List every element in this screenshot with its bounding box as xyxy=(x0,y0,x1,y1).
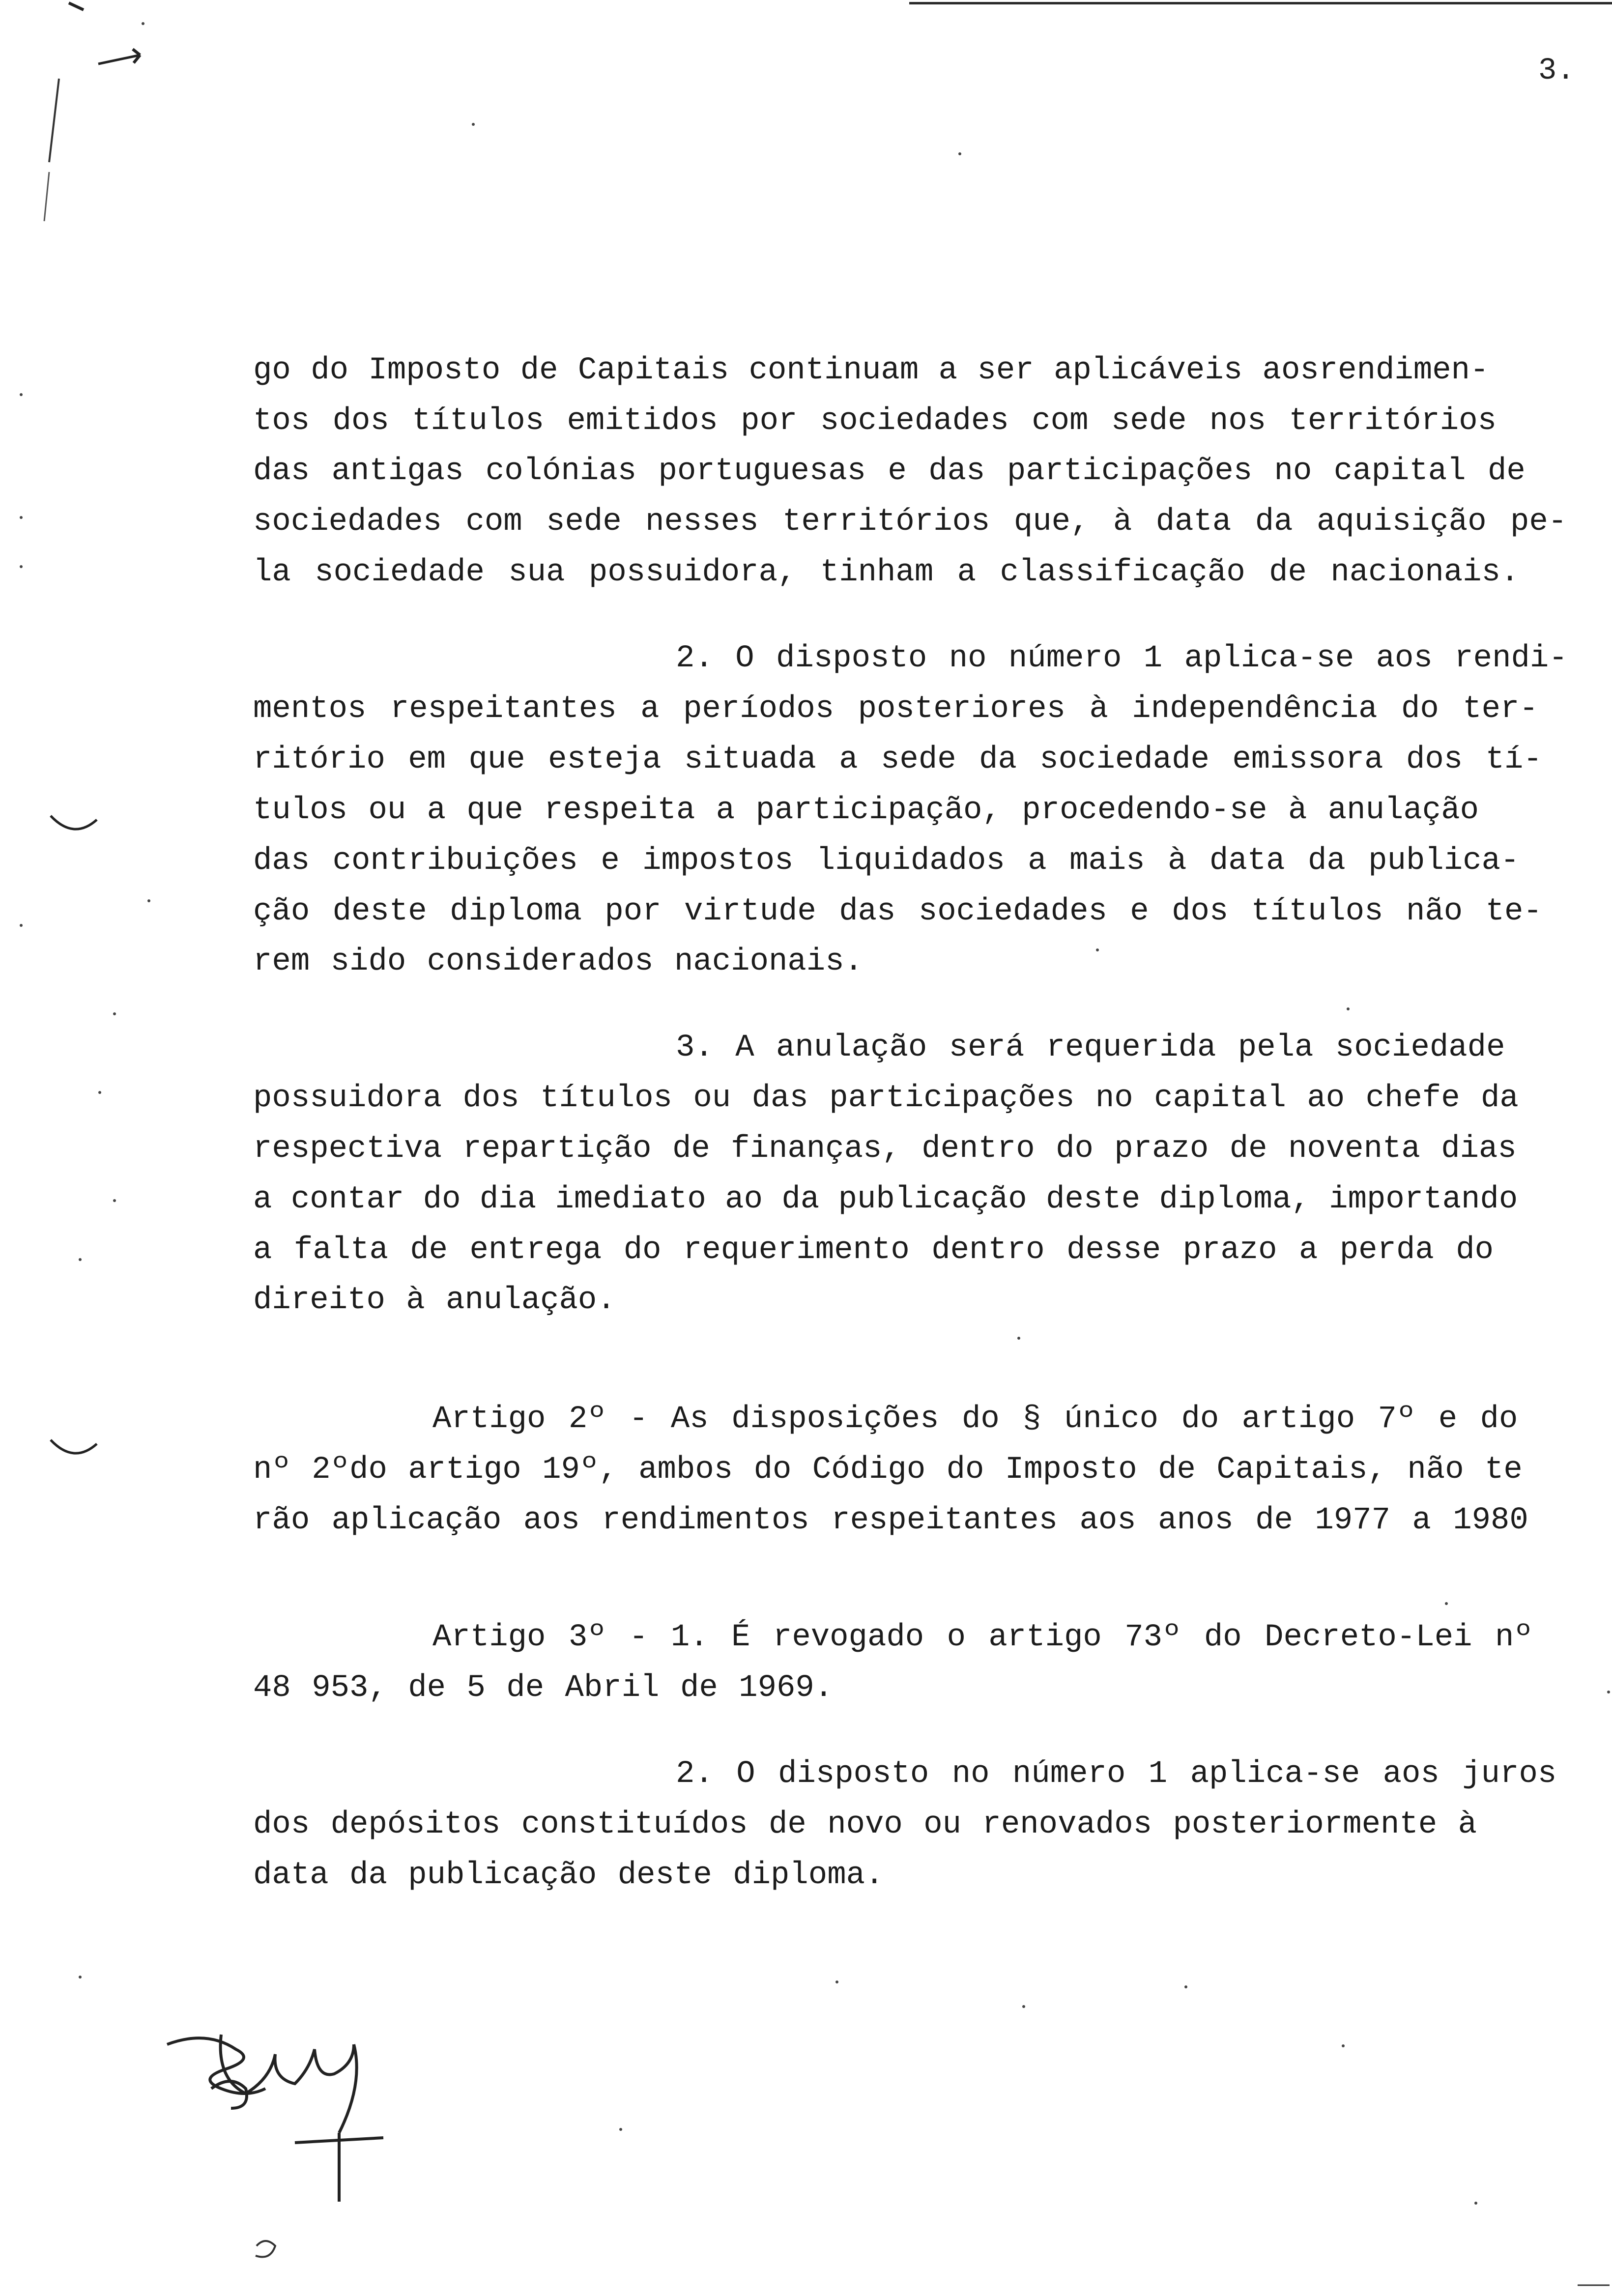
page-number: 3. xyxy=(1538,53,1575,88)
paragraph-3-line: possuidora dos títulos ou das participações no capital ao chefe da xyxy=(253,1081,1519,1116)
paragraph-2-line: tulos ou a que respeita a participação, procedendo-se à anulação xyxy=(253,793,1479,828)
artigo-2-line: Artigo 2º - As disposições do § único do artigo 7º e do xyxy=(432,1402,1518,1437)
paragraph-2-line: ção deste diploma por virtude das sociedades e dos títulos não te- xyxy=(253,894,1542,929)
artigo-3-line: data da publicação deste diploma. xyxy=(253,1858,884,1893)
artigo-2-line: nº 2ºdo artigo 19º, ambos do Código do Imposto de Capitais, não te xyxy=(253,1452,1523,1488)
paragraph-2-line: mentos respeitantes a períodos posteriores à independência do ter- xyxy=(253,691,1538,727)
paragraph-1-line: tos dos títulos emitidos por sociedades com sede nos territórios xyxy=(253,403,1497,439)
paragraph-3-line: a falta de entrega do requerimento dentro desse prazo a perda do xyxy=(253,1233,1494,1268)
paragraph-3-line: direito à anulação. xyxy=(253,1283,616,1318)
artigo-3-line: Artigo 3º - 1. É revogado o artigo 73º do Decreto-Lei nº xyxy=(432,1620,1533,1655)
paragraph-2-line: das contribuições e impostos liquidados a mais à data da publica- xyxy=(253,843,1520,879)
paragraph-2-line: 2. O disposto no número 1 aplica-se aos rendi- xyxy=(676,641,1568,676)
paragraph-3-line: a contar do dia imediato ao da publicação deste diploma, importando xyxy=(253,1182,1518,1217)
paragraph-1-line: go do Imposto de Capitais continuam a ser aplicáveis aosrendimen- xyxy=(253,353,1489,388)
paragraph-1-line: la sociedade sua possuidora, tinham a classificação de nacionais. xyxy=(253,555,1520,590)
paragraph-3-line: respectiva repartição de finanças, dentro do prazo de noventa dias xyxy=(253,1131,1517,1167)
artigo-3-line: 48 953, de 5 de Abril de 1969. xyxy=(253,1670,834,1706)
artigo-3-line: dos depósitos constituídos de novo ou renovados posteriormente à xyxy=(253,1807,1477,1842)
paragraph-2-line: rem sido considerados nacionais. xyxy=(253,944,863,979)
artigo-3-line: 2. O disposto no número 1 aplica-se aos juros xyxy=(676,1756,1557,1792)
paragraph-1-line: sociedades com sede nesses territórios que, à data da aquisição pe- xyxy=(253,504,1567,540)
artigo-2-line: rão aplicação aos rendimentos respeitantes aos anos de 1977 a 1980 xyxy=(253,1503,1528,1538)
paragraph-2-line: ritório em que esteja situada a sede da sociedade emissora dos tí- xyxy=(253,742,1542,777)
paragraph-1-line: das antigas colónias portuguesas e das participações no capital de xyxy=(253,454,1526,489)
paragraph-3-line: 3. A anulação será requerida pela sociedade xyxy=(676,1030,1505,1065)
